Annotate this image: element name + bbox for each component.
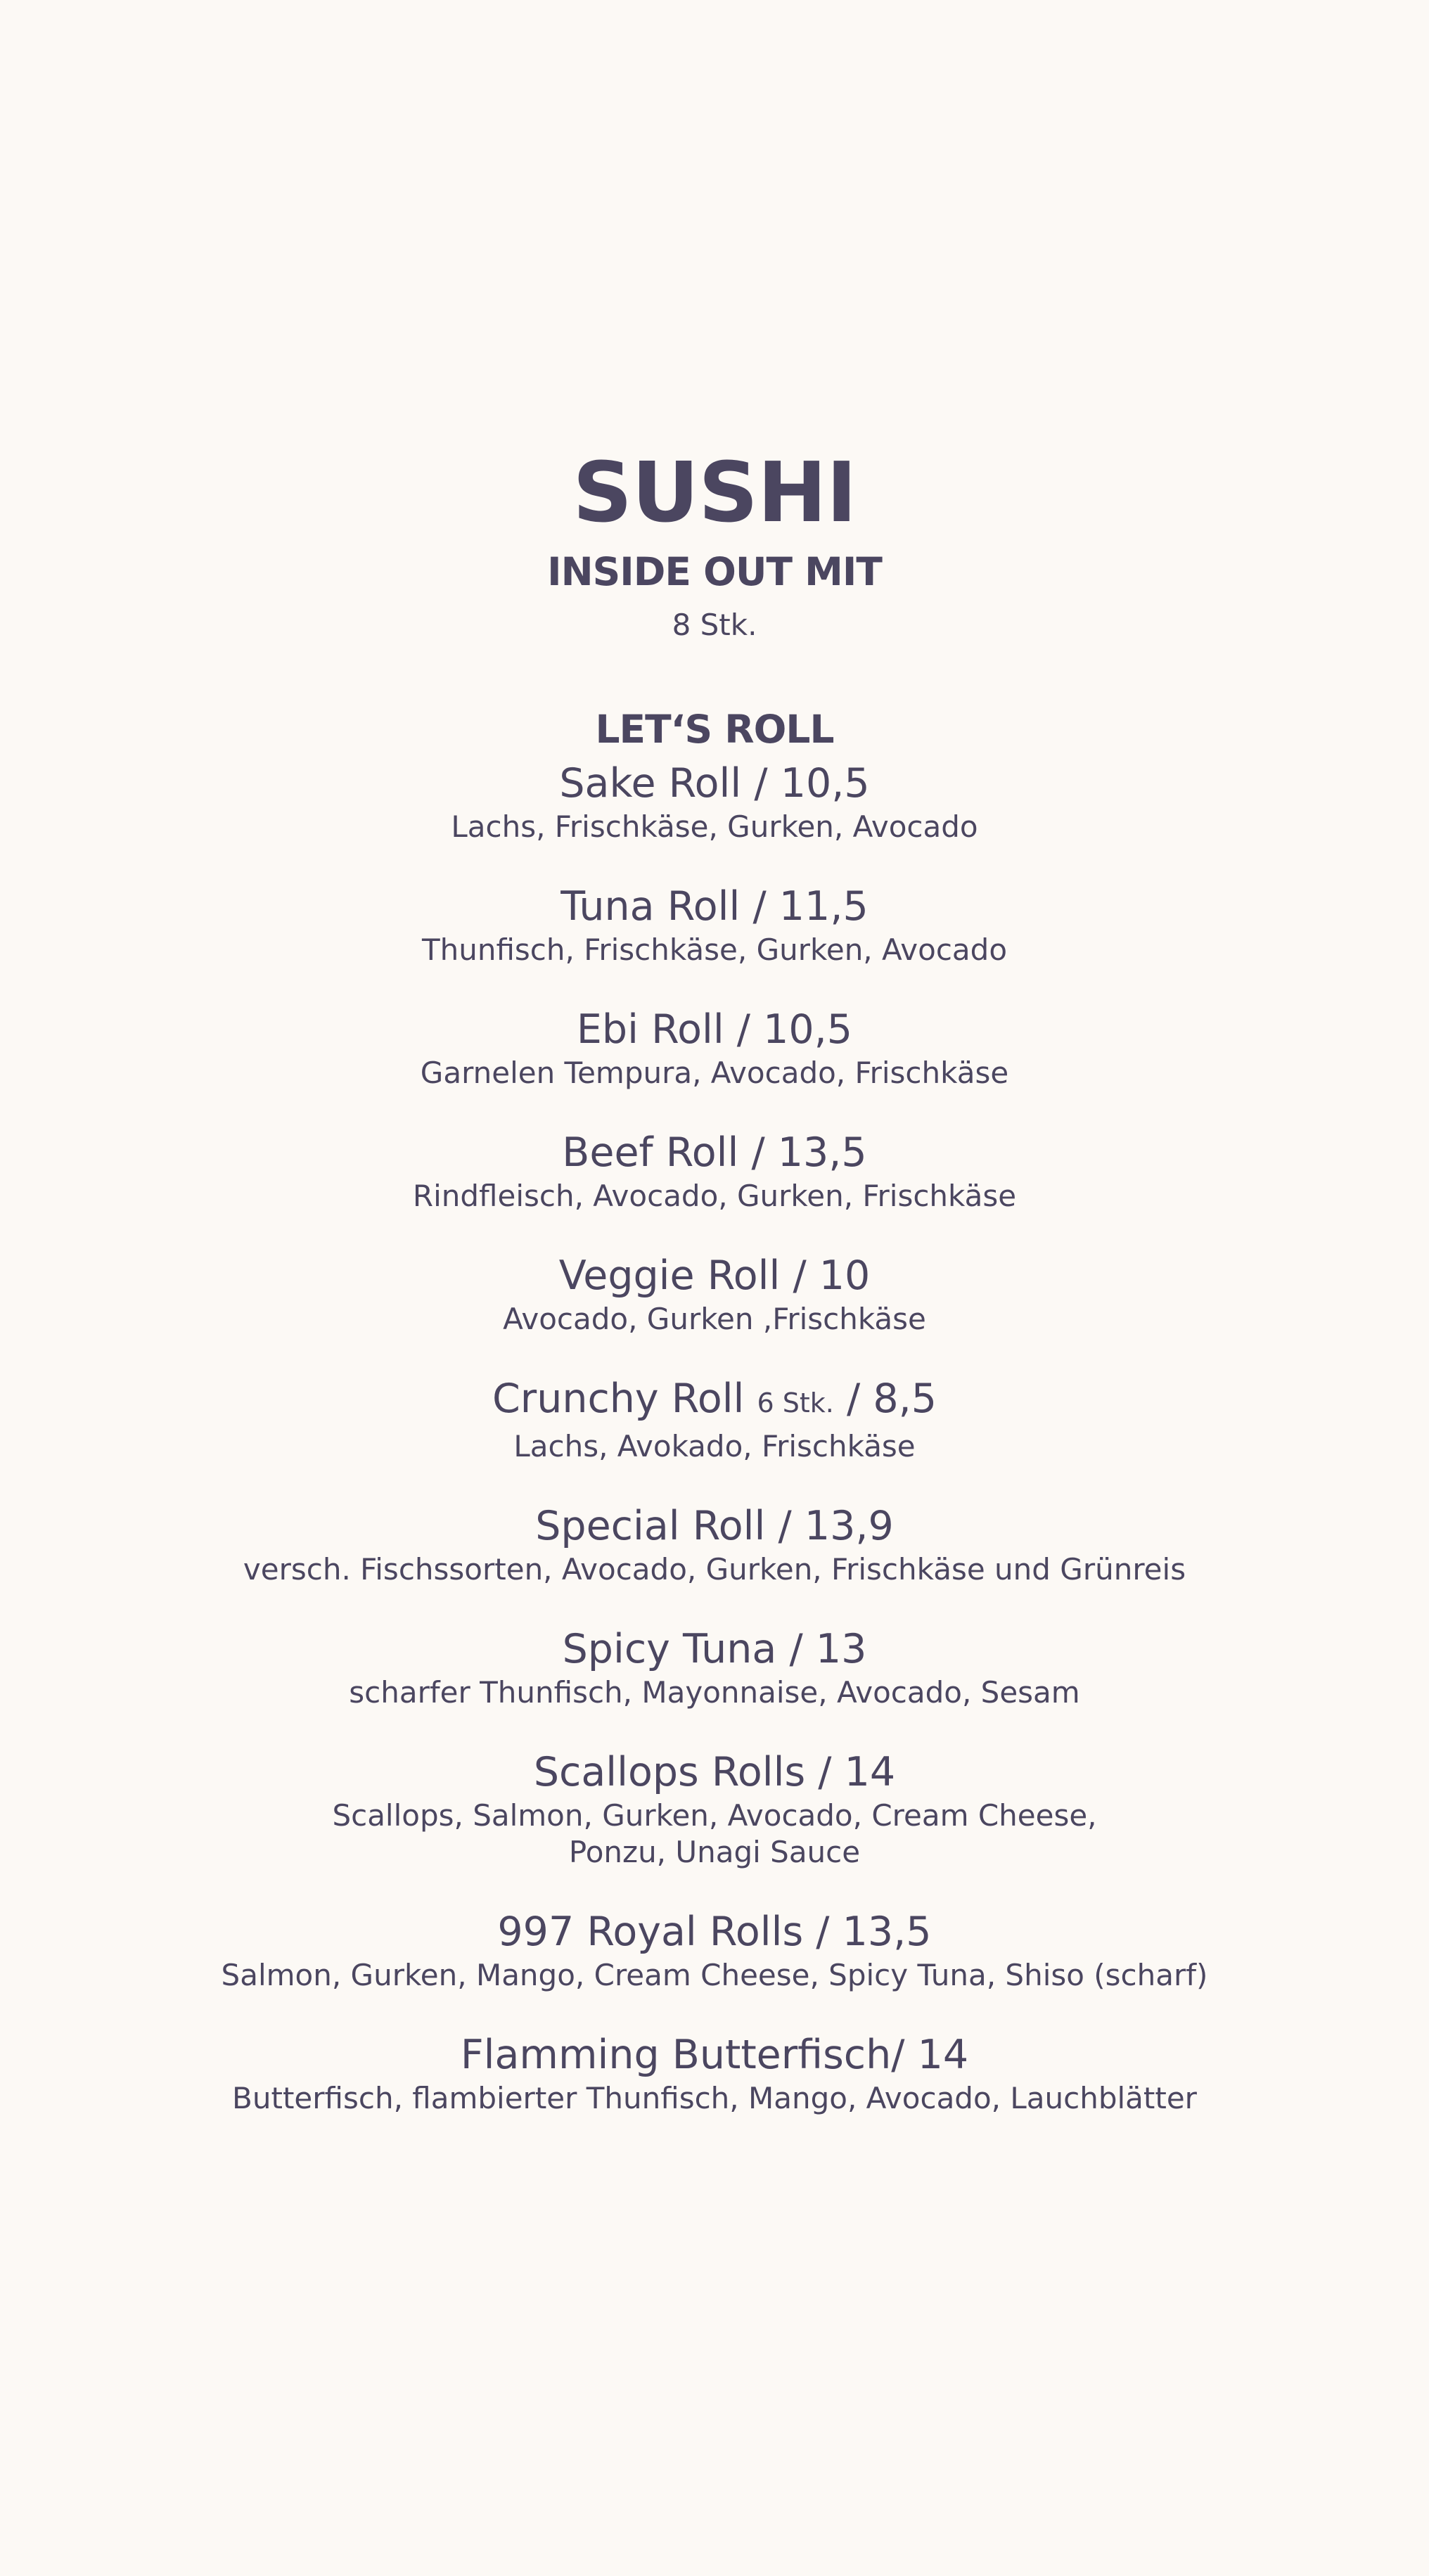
item-price: 13,5 (777, 1129, 867, 1176)
item-price: 10 (819, 1252, 871, 1299)
item-description: Rindfleisch, Avocado, Gurken, Frischkäse (412, 1179, 1017, 1213)
item-title (0, 1373, 1429, 1428)
item-name: Tuna Roll (560, 883, 741, 930)
sushi-menu (0, 443, 1429, 2117)
item-price: 14 (917, 2032, 969, 2078)
item-name: 997 Royal Rolls (497, 1909, 804, 1955)
item-price: 11,5 (778, 883, 869, 930)
item-price: 13 (815, 1626, 867, 1672)
item-title (0, 1127, 1429, 1178)
item-separator: / (847, 1376, 861, 1422)
item-title (0, 1907, 1429, 1957)
item-title (0, 1747, 1429, 1798)
item-description: Scallops, Salmon, Gurken, Avocado, Cream Cheese, (332, 1798, 1097, 1833)
item-name: Spicy Tuna (562, 1626, 777, 1672)
menu-title: SUSHI (572, 444, 857, 541)
item-name: Ebi Roll (576, 1006, 724, 1053)
item-title (0, 1004, 1429, 1055)
item-separator: / (752, 883, 767, 930)
item-separator: / (793, 1252, 807, 1299)
item-description-line-2: Ponzu, Unagi Sauce (568, 1835, 861, 1869)
item-description: Salmon, Gurken, Mango, Cream Cheese, Spicy Tuna, Shiso (scharf) (221, 1958, 1208, 1992)
item-description: Lachs, Avokado, Frischkäse (513, 1429, 916, 1463)
item-description: Garnelen Tempura, Avocado, Frischkäse (420, 1056, 1009, 1090)
menu-item-veggie-roll (0, 1250, 1429, 1338)
menu-item-scallops-rolls (0, 1747, 1429, 1871)
menu-item-royal-rolls (0, 1907, 1429, 1994)
item-description: Avocado, Gurken ,Frischkäse (503, 1302, 926, 1336)
menu-piece-count: 8 Stk. (672, 608, 757, 642)
item-description: versch. Fischssorten, Avocado, Gurken, Frischkäse und Grünreis (243, 1552, 1186, 1587)
item-separator: / (751, 1129, 765, 1176)
item-name: Flamming Butterfisch (460, 2032, 892, 2078)
item-title (0, 881, 1429, 932)
item-title (0, 1250, 1429, 1301)
menu-item-special-roll (0, 1501, 1429, 1588)
item-separator: / (891, 2032, 905, 2078)
menu-item-ebi-roll (0, 1004, 1429, 1091)
item-piece-count: 6 Stk. (757, 1388, 834, 1418)
item-price: 13,5 (842, 1909, 932, 1955)
item-description: Thunfisch, Frischkäse, Gurken, Avocado (421, 933, 1008, 967)
item-description: Butterfisch, flambierter Thunfisch, Mango, Avocado, Lauchblätter (232, 2081, 1197, 2115)
item-name: Special Roll (535, 1503, 766, 1549)
item-separator: / (816, 1909, 830, 1955)
menu-item-sake-roll (0, 758, 1429, 845)
item-price: 14 (844, 1749, 896, 1795)
item-title (0, 2030, 1429, 2080)
item-price: 10,5 (763, 1006, 853, 1053)
item-separator: / (789, 1626, 803, 1672)
item-price: 13,9 (804, 1503, 894, 1549)
menu-item-flamming-butterfisch (0, 2030, 1429, 2117)
item-name: Scallops Rolls (533, 1749, 806, 1795)
item-separator: / (818, 1749, 832, 1795)
item-separator: / (778, 1503, 792, 1549)
item-name: Crunchy Roll (492, 1376, 745, 1422)
item-description: Lachs, Frischkäse, Gurken, Avocado (451, 809, 978, 844)
item-price: 8,5 (873, 1376, 937, 1422)
section-heading: LET‘S ROLL (595, 707, 834, 752)
item-separator: / (736, 1006, 751, 1053)
menu-subtitle: INSIDE OUT MIT (547, 549, 882, 594)
item-name: Beef Roll (562, 1129, 739, 1176)
menu-item-crunchy-roll (0, 1373, 1429, 1465)
item-description: scharfer Thunfisch, Mayonnaise, Avocado, Sesam (349, 1675, 1080, 1710)
item-title (0, 1624, 1429, 1674)
menu-items (0, 758, 1429, 2117)
item-name: Sake Roll (559, 760, 742, 807)
item-separator: / (754, 760, 768, 807)
menu-item-beef-roll (0, 1127, 1429, 1215)
item-name: Veggie Roll (558, 1252, 781, 1299)
item-title (0, 1501, 1429, 1551)
item-price: 10,5 (780, 760, 870, 807)
menu-item-tuna-roll (0, 881, 1429, 968)
item-title (0, 758, 1429, 809)
menu-item-spicy-tuna (0, 1624, 1429, 1711)
